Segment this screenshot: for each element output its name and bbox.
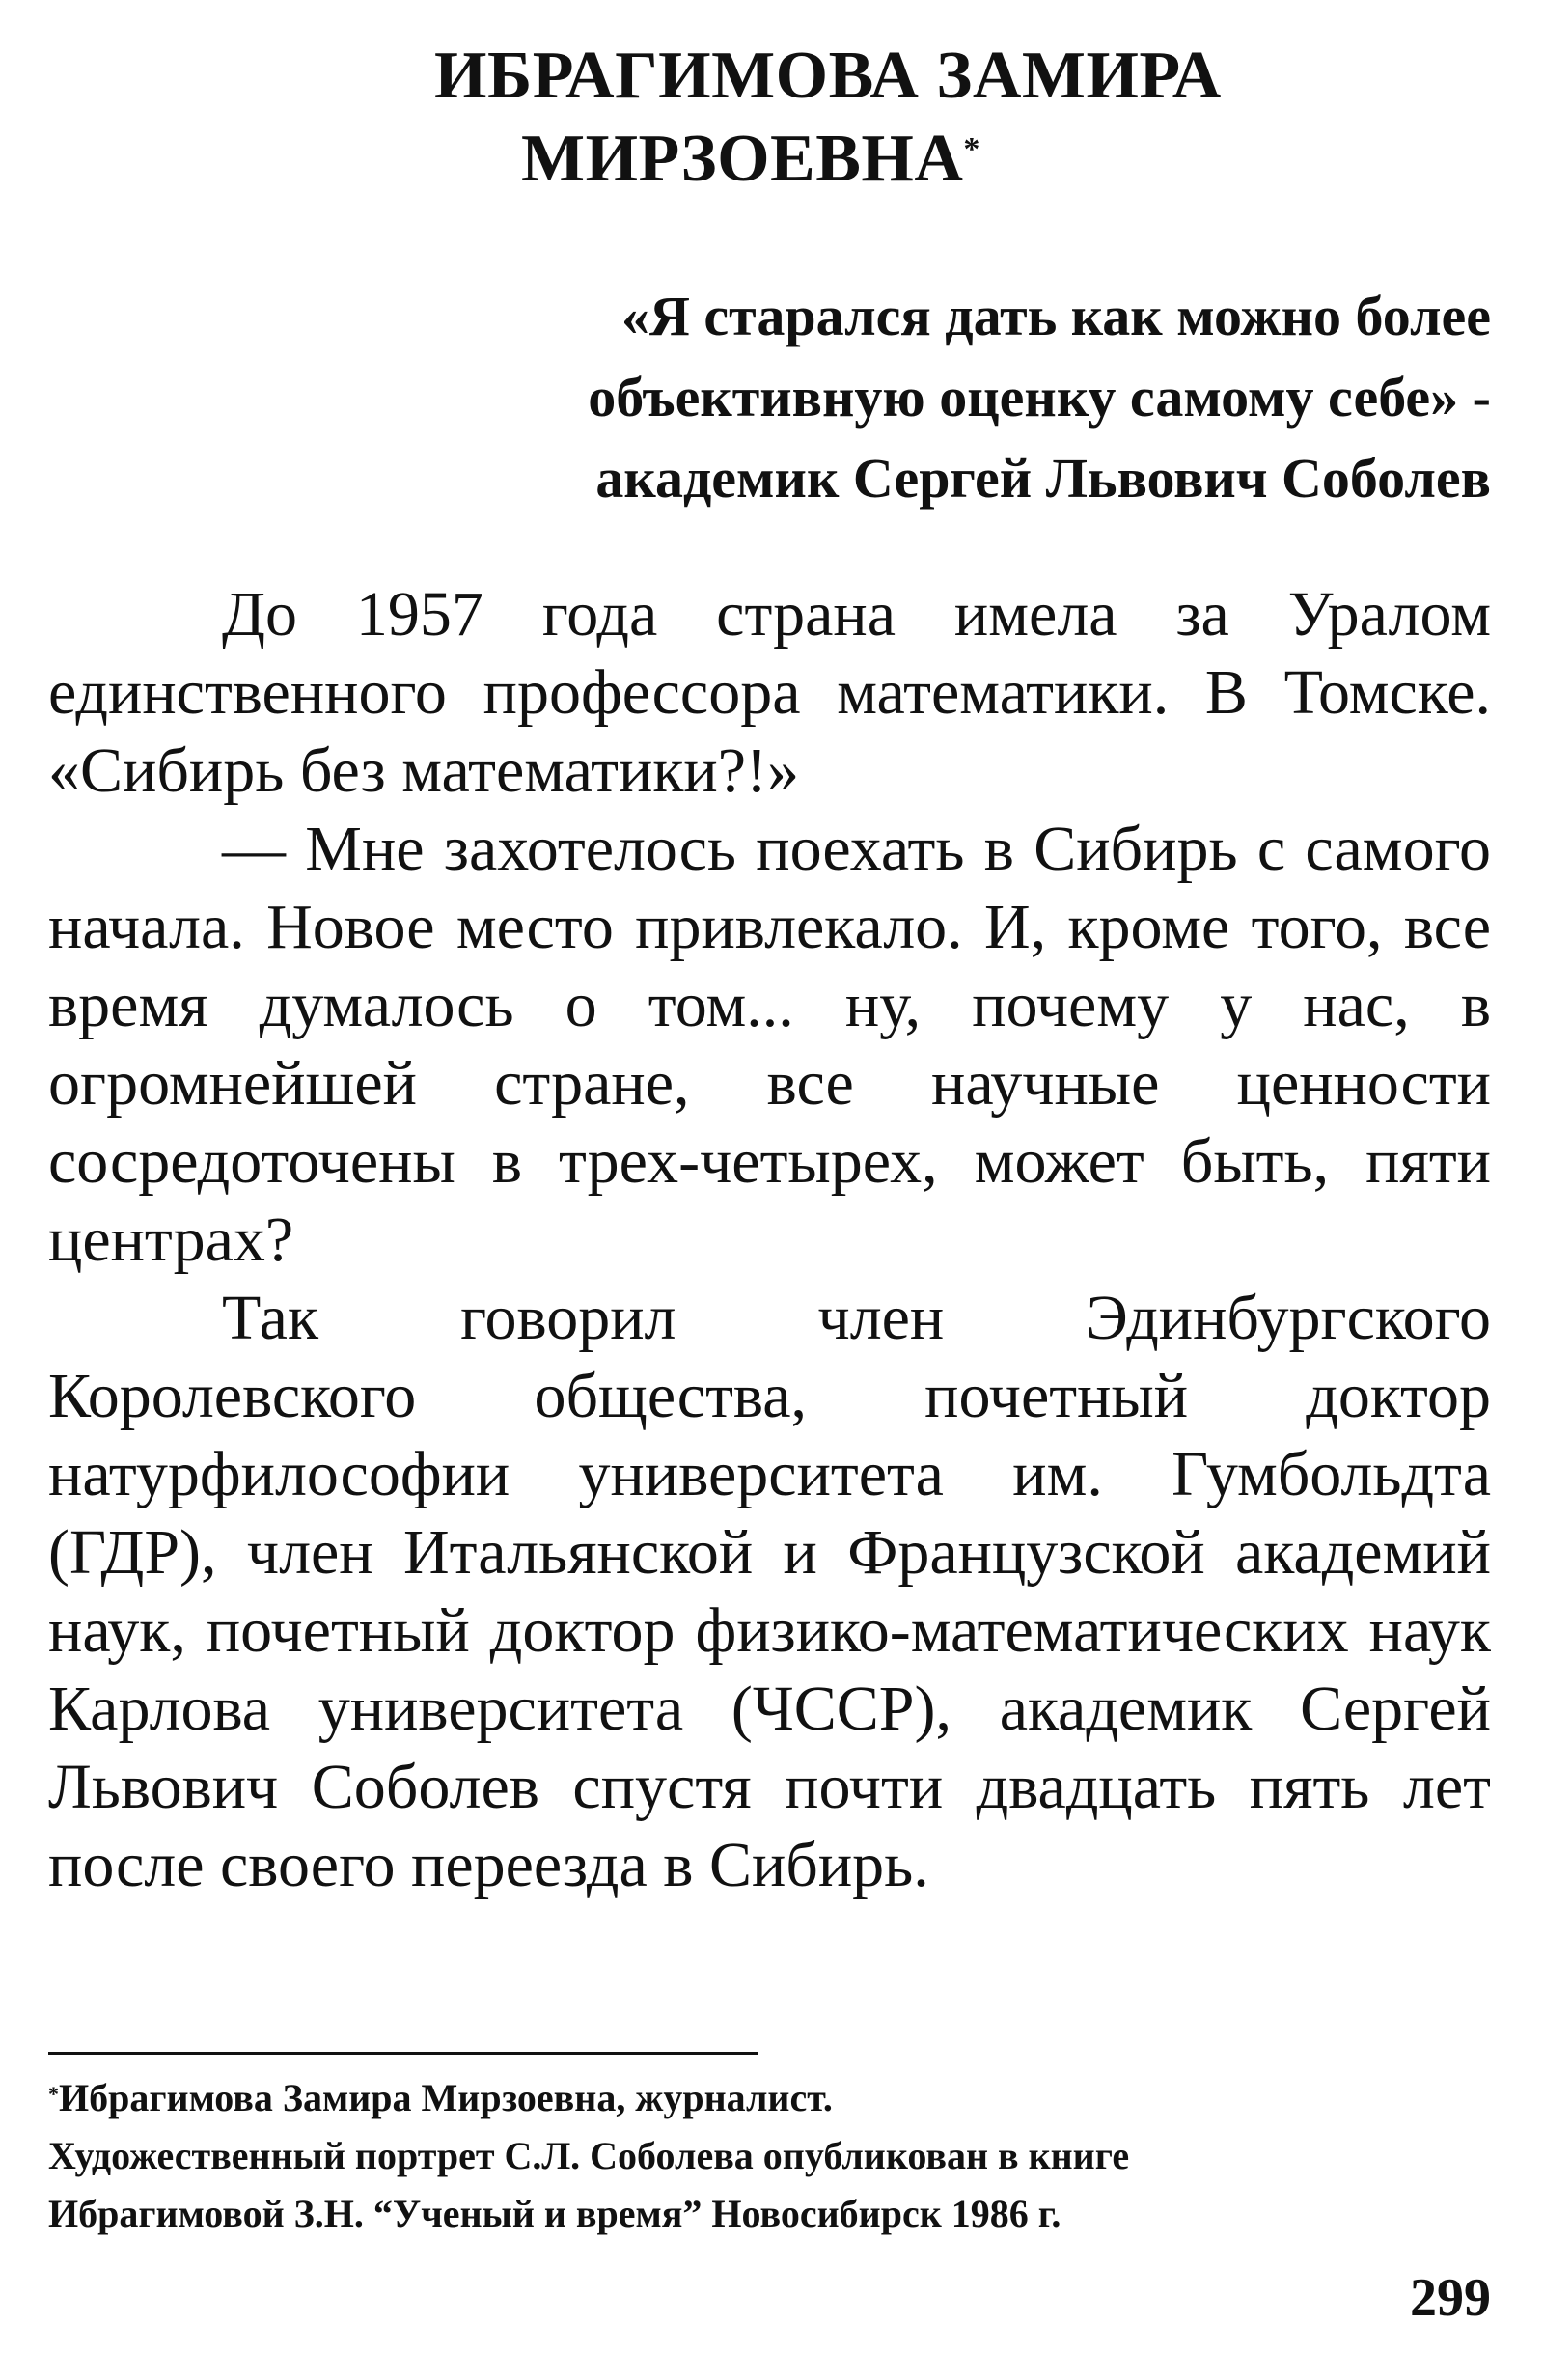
- footnote-divider: [48, 2052, 758, 2055]
- footnote-line-1: [48, 2069, 1491, 2127]
- epigraph-line-3: академик Сергей Львович Соболев: [595, 447, 1491, 510]
- epigraph-line-2: объективную оценку самому себе» -: [588, 366, 1491, 429]
- title-line-1: ИБРАГИМОВА ЗАМИРА: [434, 39, 1222, 113]
- title-line-2-text: МИРЗОЕВНА: [521, 122, 964, 196]
- epigraph: [357, 276, 1491, 519]
- epigraph-line-1: «Я старался дать как можно более: [621, 285, 1491, 347]
- book-page: [48, 35, 1491, 2351]
- footnote-line-1-text: Ибрагимова Замира Мирзоевна, журналист.: [59, 2076, 833, 2119]
- footnote-line-2: Художественный портрет С.Л. Соболева опубликован в книге: [48, 2134, 1130, 2177]
- footnote-line-3: Ибрагимовой З.Н. “Ученый и время” Новосибирск 1986 г.: [48, 2192, 1062, 2235]
- page-number: 299: [1410, 2268, 1491, 2328]
- title-line-2: [521, 118, 980, 201]
- body-text: [48, 575, 1491, 1904]
- paragraph-2: — Мне захотелось поехать в Сибирь с самого начала. Новое место привлекало. И, кроме того, все время думалось о том... ну, почему у нас, в огромнейшей стране, все научные ценности сосредоточены в трех-четырех, может быть, пяти центрах?: [48, 814, 1491, 1275]
- title-footnote-mark: *: [963, 131, 980, 167]
- paragraph-1: До 1957 года страна имела за Уралом единственного профессора математики. В Томске. «Сибирь без математики?!»: [48, 579, 1491, 806]
- footnote-mark: *: [48, 2082, 59, 2106]
- paragraph-3: Так говорил член Эдинбургского Королевского общества, почетный доктор натурфилософии университета им. Гумбольдта (ГДР), член Итальянской и Французской академий наук, почетный доктор физико-математических наук Карлова университета (ЧССР), академик Сергей Львович Соболев спустя почти двадцать пять лет после своего переезда в Сибирь.: [48, 1283, 1491, 1900]
- footnotes: [48, 2069, 1491, 2243]
